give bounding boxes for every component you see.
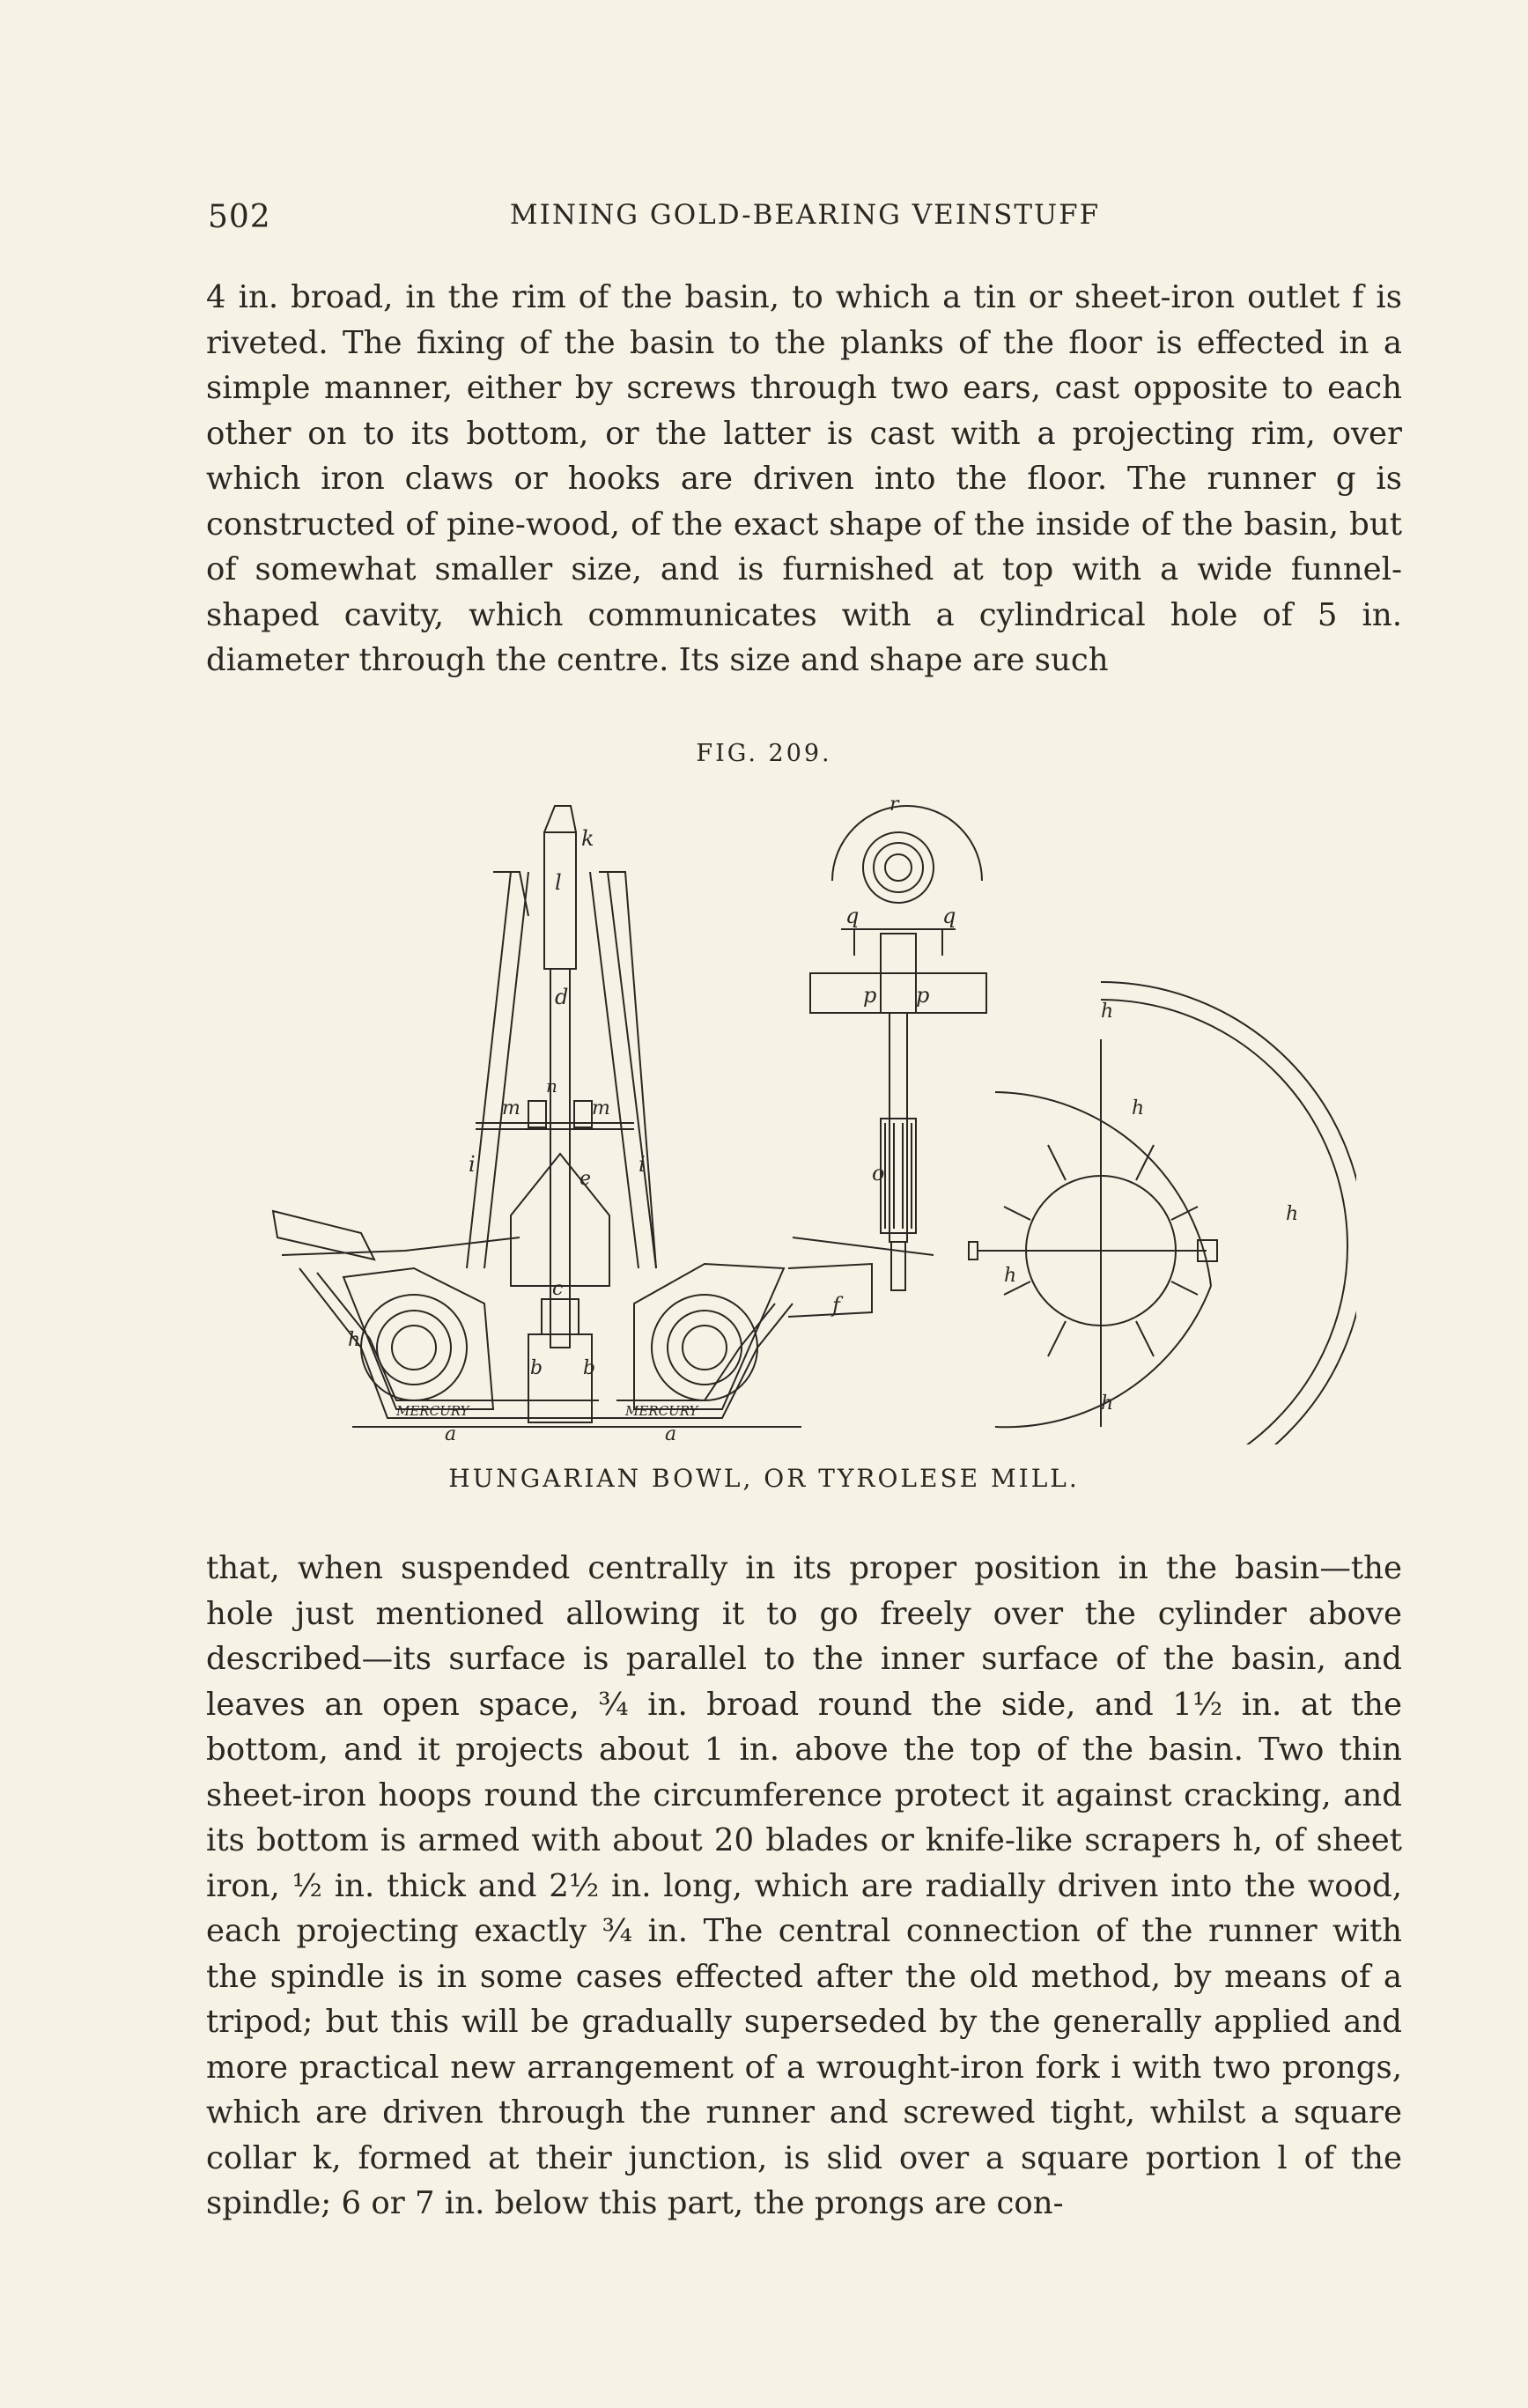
fig-label-a-right: a bbox=[665, 1423, 677, 1444]
fig-label-c: c bbox=[552, 1278, 564, 1300]
fig-label-k: k bbox=[581, 826, 594, 851]
figure-label: FIG. 209. bbox=[696, 740, 832, 767]
running-title: MINING GOLD-BEARING VEINSTUFF bbox=[509, 199, 1101, 231]
left-runner bbox=[343, 1268, 493, 1409]
page-header bbox=[208, 199, 1402, 243]
page-number: 502 bbox=[208, 199, 271, 235]
fig-label-a-left: a bbox=[445, 1423, 457, 1444]
tripod-fork bbox=[467, 872, 656, 1268]
fig-label-h-plan-3: h bbox=[1286, 1203, 1299, 1225]
sectional-view bbox=[273, 806, 934, 1444]
fig-label-q-right: q bbox=[942, 904, 956, 928]
plan-view bbox=[969, 982, 1356, 1444]
fig-label-b-left: b bbox=[530, 1357, 543, 1379]
fig-label-h-plan-5: h bbox=[1101, 1392, 1114, 1415]
fig-label-mercury-left: MERCURY bbox=[396, 1403, 469, 1419]
fig-label-h: h bbox=[348, 1329, 361, 1351]
body-paragraph-top: 4 in. broad, in the rim of the basin, to which a tin or sheet-iron outlet f is riveted. The fixing of the basin to the planks of the floor is effected in a simple manner, either by screws through two ears, cast opposite to each other on to its bottom, or the latter is cast with a projecting rim, over which iron claws or hooks are driven into the floor. The runner g is constructed of pine-wood, of the exact shape of the inside of the basin, but of somewhat smaller size, and is furnished at top with a wide funnel-shaped cavity, which communicates with a cylindrical hole of 5 in. diameter through the centre. Its size and shape are such bbox=[206, 279, 1402, 678]
figure-caption: HUNGARIAN BOWL, OR TYROLESE MILL. bbox=[448, 1464, 1080, 1493]
fig-label-h-plan-4: h bbox=[1004, 1265, 1017, 1287]
fig-label-f: f bbox=[832, 1293, 840, 1318]
fig-label-i-right: i bbox=[639, 1152, 646, 1177]
fig-label-i-left: i bbox=[469, 1152, 476, 1177]
body-paragraph-bottom: that, when suspended centrally in its proper position in the basin—the hole just mentioned allowing it to go freely over the cylinder above described—its surface is parallel to the inner surface of the basin, and leaves an open space, ¾ in. broad round the side, and 1½ in. at the bottom, and it projects about 1 in. above the top of the basin. Two thin sheet-iron hoops round the circumference protect it against cracking, and its bottom is armed with about 20 blades or knife-like scrapers h, of sheet iron, ½ in. thick and 2½ in. long, which are radially driven into the wood, each projecting exactly ¾ in. The central connection of the runner with the spindle is in some cases effected after the old method, by means of a tripod; but this will be gradually superseded by the generally applied and more practical new arrangement of a wrought-iron fork i with two prongs, which are driven through the runner and screwed tight, whilst a square collar k, formed at their junction, is slid over a square portion l of the spindle; 6 or 7 in. below this part, the prongs are con- bbox=[206, 1550, 1402, 2221]
fig-label-q-left: q bbox=[845, 904, 860, 928]
outlet-spout bbox=[788, 1264, 872, 1317]
fig-label-l: l bbox=[555, 870, 562, 895]
fig-label-b-right: b bbox=[583, 1357, 596, 1379]
fig-label-m-right: m bbox=[592, 1097, 610, 1119]
fig-label-e: e bbox=[579, 1168, 592, 1190]
fig-label-h-plan-2: h bbox=[1132, 1097, 1145, 1119]
fig-label-r: r bbox=[889, 794, 899, 816]
fig-label-d: d bbox=[555, 985, 569, 1009]
fig-label-m-left: m bbox=[502, 1097, 520, 1119]
fig-label-o: o bbox=[872, 1161, 885, 1186]
elevation-view bbox=[810, 794, 986, 1290]
fig-label-n: n bbox=[546, 1075, 557, 1097]
fig-label-h-plan-1: h bbox=[1101, 1001, 1114, 1023]
figure-hungarian-bowl-drawing bbox=[264, 775, 1356, 1444]
fig-label-p-right: p bbox=[916, 983, 930, 1008]
right-runner bbox=[634, 1264, 784, 1409]
fig-label-mercury-right: MERCURY bbox=[625, 1403, 698, 1419]
fig-label-p-left: p bbox=[863, 983, 877, 1008]
